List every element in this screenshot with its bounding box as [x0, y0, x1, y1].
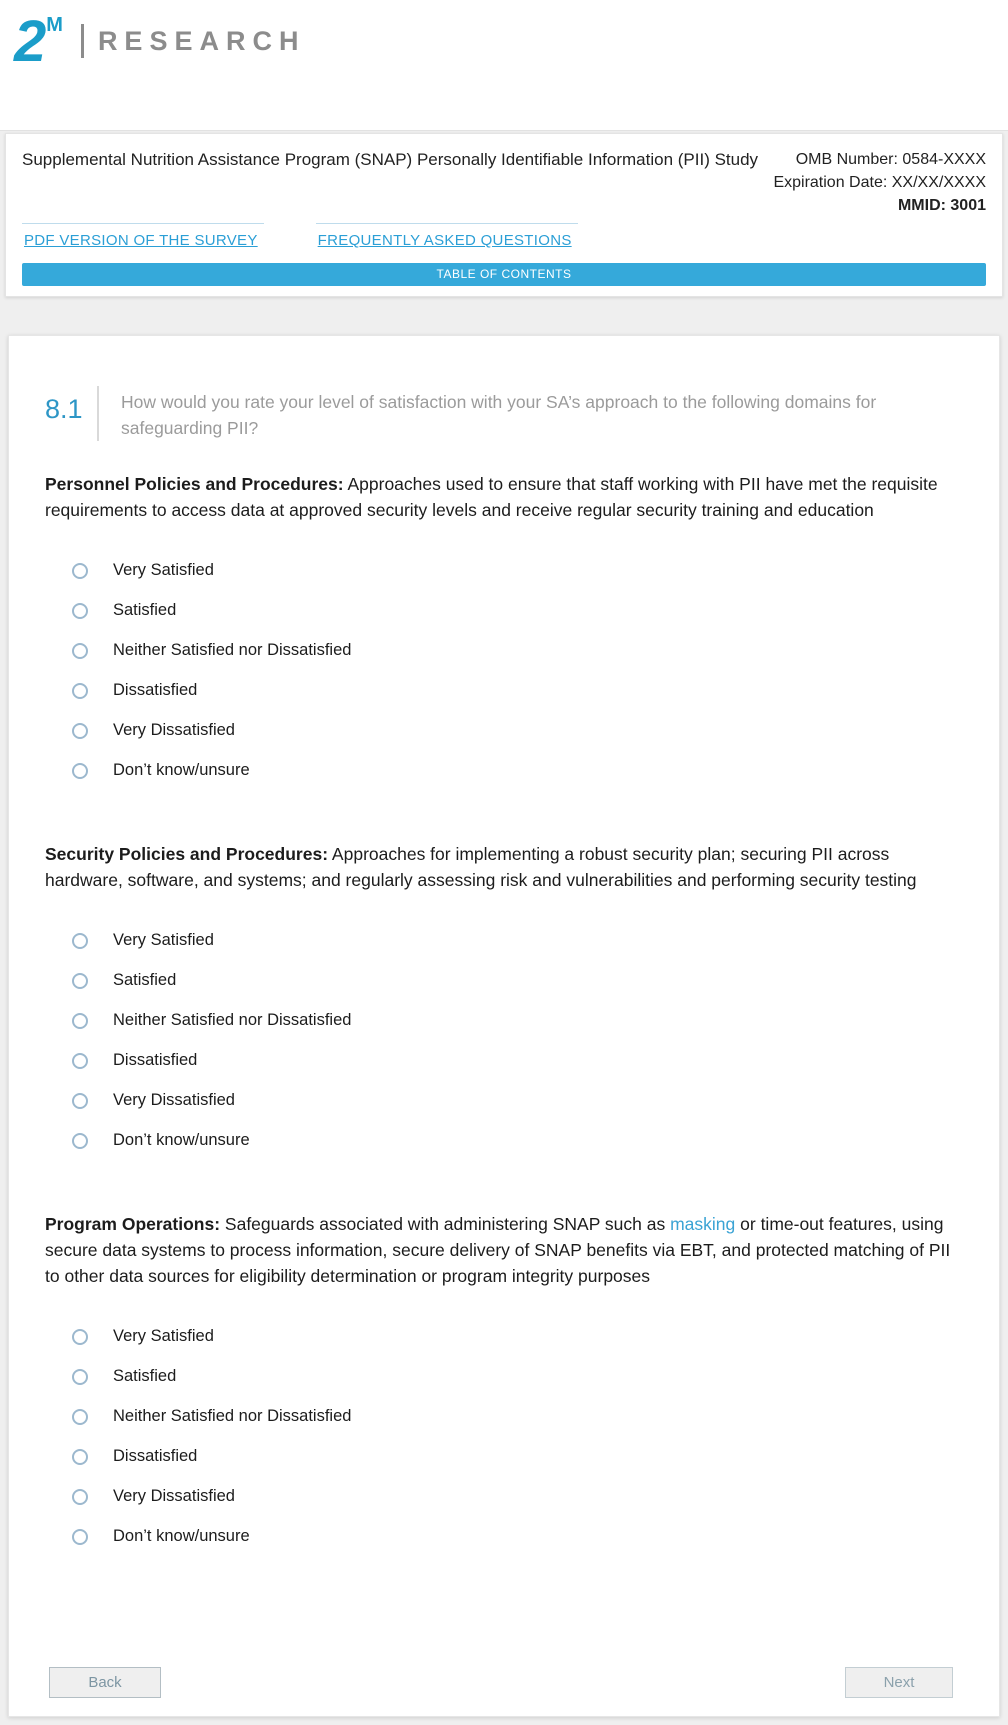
- radio-option-label: Dissatisfied: [113, 681, 198, 699]
- radio-button-very-satisfied[interactable]: [72, 933, 88, 949]
- section-description: Safeguards associated with administering SNAP such as: [220, 1214, 671, 1234]
- radio-option-row: [72, 1525, 963, 1548]
- radio-button-dont-know[interactable]: [72, 1133, 88, 1149]
- radio-button-neither[interactable]: [72, 643, 88, 659]
- radio-option-label: Very Dissatisfied: [113, 1487, 235, 1505]
- section-personnel-policies: [45, 471, 963, 523]
- pdf-version-link[interactable]: PDF VERSION OF THE SURVEY: [22, 223, 264, 251]
- radio-button-very-dissatisfied[interactable]: [72, 1093, 88, 1109]
- mmid: MMID: 3001: [897, 197, 986, 214]
- company-logo: [14, 9, 1008, 74]
- radio-button-satisfied[interactable]: [72, 973, 88, 989]
- logo-2-mark: 2: [14, 9, 45, 74]
- section-description: Approaches for implementing a robust security plan; securing PII across hardware, software, and systems; and regularly assessing risk and vulnerabilities and performing security testing: [45, 844, 917, 890]
- radio-option-label: Very Dissatisfied: [113, 721, 235, 739]
- radio-option-row: [72, 639, 963, 662]
- expiration-date: Expiration Date: XX/XX/XXXX: [773, 174, 986, 191]
- radio-option-row: [72, 1089, 963, 1112]
- omb-number: OMB Number: 0584-XXXX: [795, 151, 986, 168]
- radio-button-very-satisfied[interactable]: [72, 563, 88, 579]
- radio-group-personnel-policies: [72, 559, 963, 799]
- question-card: [8, 335, 1000, 1717]
- radio-option-row: [72, 759, 963, 782]
- radio-option-row: [72, 1445, 963, 1468]
- radio-button-dont-know[interactable]: [72, 1529, 88, 1545]
- radio-option-label: Don’t know/unsure: [113, 761, 250, 779]
- radio-option-row: [72, 969, 963, 992]
- radio-group-program-operations: [72, 1325, 963, 1565]
- top-banner: [0, 0, 1008, 131]
- radio-option-label: Dissatisfied: [113, 1447, 198, 1465]
- section-security-policies: [45, 841, 963, 893]
- radio-option-label: Neither Satisfied nor Dissatisfied: [113, 641, 352, 659]
- radio-option-label: Neither Satisfied nor Dissatisfied: [113, 1407, 352, 1425]
- radio-button-very-dissatisfied[interactable]: [72, 1489, 88, 1505]
- radio-option-label: Satisfied: [113, 601, 177, 619]
- radio-option-row: [72, 599, 963, 622]
- radio-button-satisfied[interactable]: [72, 603, 88, 619]
- radio-option-label: Neither Satisfied nor Dissatisfied: [113, 1011, 352, 1029]
- radio-option-row: [72, 559, 963, 582]
- survey-header-card: [5, 133, 1003, 297]
- radio-option-row: [72, 679, 963, 702]
- radio-option-label: Satisfied: [113, 1367, 177, 1385]
- section-label: Security Policies and Procedures:: [45, 844, 329, 864]
- radio-button-dont-know[interactable]: [72, 763, 88, 779]
- radio-button-satisfied[interactable]: [72, 1369, 88, 1385]
- table-of-contents-button[interactable]: TABLE OF CONTENTS: [22, 263, 986, 286]
- radio-button-neither[interactable]: [72, 1409, 88, 1425]
- radio-option-row: [72, 1365, 963, 1388]
- radio-button-dissatisfied[interactable]: [72, 1053, 88, 1069]
- radio-option-row: [72, 1405, 963, 1428]
- radio-option-label: Dissatisfied: [113, 1051, 198, 1069]
- radio-button-very-satisfied[interactable]: [72, 1329, 88, 1345]
- section-description-after: or time-out features, using secure data systems to process information, secure delivery of SNAP benefits via EBT, and protected matching of PII to other data sources for eligibility determination or program integrity purposes: [45, 1214, 951, 1286]
- radio-option-row: [72, 1129, 963, 1152]
- radio-option-row: [72, 1325, 963, 1348]
- radio-option-label: Very Satisfied: [113, 931, 214, 949]
- radio-option-row: [72, 1049, 963, 1072]
- radio-button-very-dissatisfied[interactable]: [72, 723, 88, 739]
- logo-divider: [81, 24, 84, 58]
- back-button[interactable]: Back: [49, 1667, 161, 1698]
- section-description: Approaches used to ensure that staff working with PII have met the requisite requirements to access data at approved security levels and receive regular security training and education: [45, 474, 938, 520]
- survey-meta: [773, 148, 986, 217]
- radio-option-label: Don’t know/unsure: [113, 1527, 250, 1545]
- question-number: 8.1: [45, 394, 83, 424]
- radio-button-dissatisfied[interactable]: [72, 683, 88, 699]
- question-divider: [97, 386, 99, 441]
- radio-option-row: [72, 1009, 963, 1032]
- question-header: [45, 386, 963, 441]
- section-program-operations: [45, 1211, 963, 1289]
- radio-button-dissatisfied[interactable]: [72, 1449, 88, 1465]
- faq-link[interactable]: FREQUENTLY ASKED QUESTIONS: [316, 223, 578, 251]
- navigation-footer: [45, 1607, 963, 1698]
- section-label: Personnel Policies and Procedures:: [45, 474, 344, 494]
- section-label: Program Operations:: [45, 1214, 221, 1234]
- radio-option-row: [72, 929, 963, 952]
- radio-option-row: [72, 1485, 963, 1508]
- question-text: How would you rate your level of satisfaction with your SA’s approach to the following domains for safeguarding PII?: [121, 392, 877, 438]
- radio-option-label: Don’t know/unsure: [113, 1131, 250, 1149]
- radio-option-row: [72, 719, 963, 742]
- radio-option-label: Satisfied: [113, 971, 177, 989]
- logo-m-mark: M: [46, 14, 63, 36]
- masking-link[interactable]: masking: [670, 1214, 736, 1234]
- radio-option-label: Very Satisfied: [113, 561, 214, 579]
- logo-research-text: RESEARCH: [97, 26, 306, 56]
- radio-option-label: Very Dissatisfied: [113, 1091, 235, 1109]
- radio-group-security-policies: [72, 929, 963, 1169]
- survey-title: Supplemental Nutrition Assistance Program (SNAP) Personally Identifiable Information (PII) Study: [22, 150, 759, 169]
- radio-option-label: Very Satisfied: [113, 1327, 214, 1345]
- radio-button-neither[interactable]: [72, 1013, 88, 1029]
- next-button[interactable]: Next: [845, 1667, 953, 1698]
